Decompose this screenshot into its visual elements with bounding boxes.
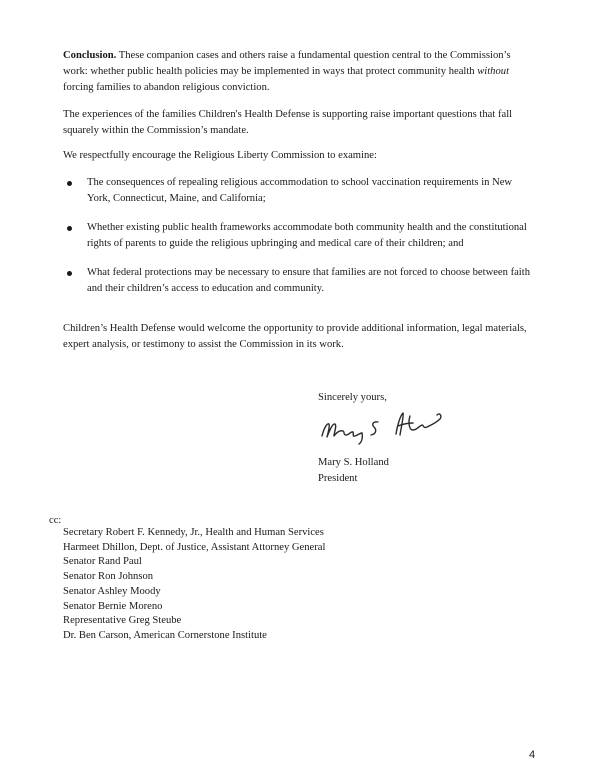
signer-block [318, 455, 389, 487]
conclusion-heading: Conclusion. [63, 50, 117, 61]
signer-name: Mary S. Holland [318, 457, 389, 468]
signer-title: President [318, 473, 358, 484]
bullet-icon [67, 226, 72, 231]
conclusion-emphasis: without [477, 66, 510, 77]
bullet-icon [67, 271, 72, 276]
conclusion-paragraph [63, 48, 533, 96]
cc-recipient: Representative Greg Steube [63, 615, 182, 627]
bullet-text: Whether existing public health frameworks accommodate both community health and the constitutional rights of parents to guide the religious upbringing and medical care of their children; and [87, 222, 527, 249]
cc-recipient: Senator Ashley Moody [63, 585, 161, 597]
request-bullet-list [63, 175, 533, 310]
cc-recipient-list [63, 526, 325, 644]
offer-paragraph: Children’s Health Defense would welcome the opportunity to provide additional information, legal materials, expert analysis, or testimony to assist the Commission in its work. [63, 323, 527, 350]
bullet-icon [67, 181, 72, 186]
conclusion-text-a: These companion cases and others raise a fundamental question central to the Commission’s work: whether public health policies may be implemented in ways that protect community health [63, 50, 511, 77]
cc-recipient: Harmeet Dhillon, Dept. of Justice, Assistant Attorney General [63, 541, 326, 553]
bullet-item [63, 220, 533, 252]
handwritten-signature [316, 404, 456, 450]
cc-recipient: Dr. Ben Carson, American Cornerstone Institute [63, 629, 267, 641]
request-intro-paragraph: We respectfully encourage the Religious Liberty Commission to examine: [63, 150, 377, 161]
closing-salutation: Sincerely yours, [318, 392, 387, 403]
bullet-text: What federal protections may be necessary to ensure that families are not forced to choose between faith and their children’s access to education and community. [87, 267, 530, 294]
conclusion-text-b: forcing families to abandon religious conviction. [63, 82, 270, 93]
cc-label: cc: [49, 515, 62, 526]
page-number: 4 [529, 749, 536, 761]
bullet-item [63, 265, 533, 297]
cc-recipient: Secretary Robert F. Kennedy, Jr., Health and Human Services [63, 527, 324, 538]
cc-recipient: Senator Rand Paul [63, 556, 142, 568]
commission-mandate-paragraph: The experiences of the families Children's Health Defense is supporting raise important questions that fall squarely within the Commission’s mandate. [63, 109, 513, 136]
bullet-item [63, 175, 533, 207]
cc-recipient: Senator Bernie Moreno [63, 600, 163, 612]
cc-recipient: Senator Ron Johnson [63, 571, 154, 583]
bullet-text: The consequences of repealing religious accommodation to school vaccination requirements in New York, Connecticut, Maine, and California; [87, 177, 513, 204]
